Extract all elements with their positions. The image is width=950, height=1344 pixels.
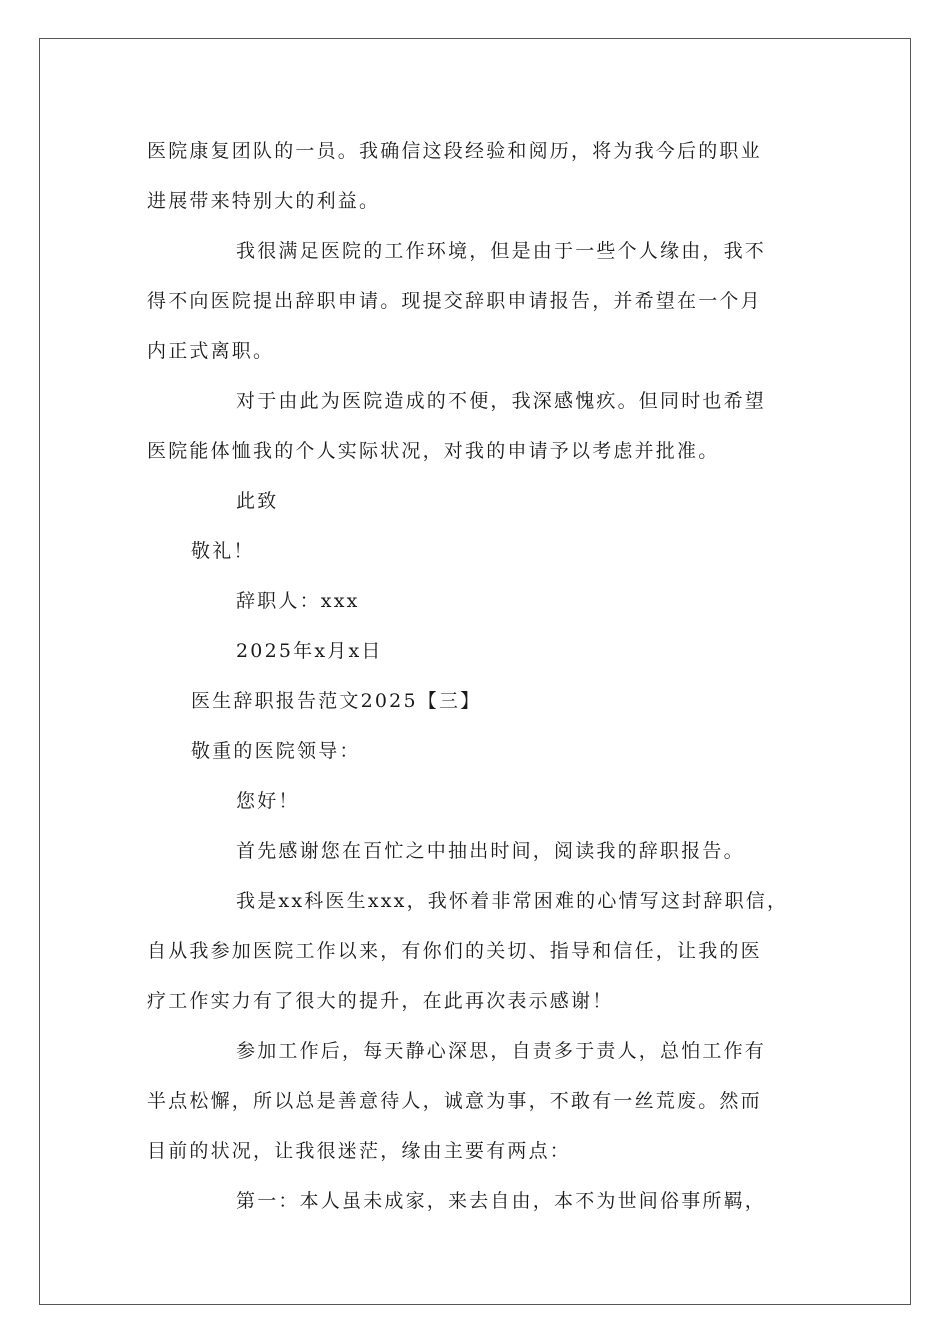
- signature-line: 辞职人：xxx: [236, 590, 360, 612]
- paragraph-line: 参加工作后，每天静心深思，自责多于责人，总怕工作有: [236, 1040, 767, 1062]
- paragraph-line: 内正式离职。: [147, 340, 275, 362]
- paragraph-line: 医院能体恤我的个人实际状况，对我的申请予以考虑并批准。: [147, 440, 720, 462]
- paragraph-line: 医院康复团队的一员。我确信这段经验和阅历，将为我今后的职业: [147, 140, 762, 162]
- paragraph-line: 首先感谢您在百忙之中抽出时间，阅读我的辞职报告。: [236, 840, 745, 862]
- paragraph-line: 我是xx科医生xxx，我怀着非常困难的心情写这封辞职信，: [236, 890, 789, 912]
- salutation: 敬重的医院领导：: [191, 740, 361, 762]
- section-heading: 医生辞职报告范文2025【三】: [191, 690, 482, 712]
- paragraph-line: 对于由此为医院造成的不便，我深感愧疚。但同时也希望: [236, 390, 767, 412]
- paragraph-line: 第一：本人虽未成家，来去自由，本不为世间俗事所羁，: [236, 1190, 767, 1212]
- paragraph-line: 目前的状况，让我很迷茫，缘由主要有两点：: [147, 1140, 572, 1162]
- closing-phrase: 此致: [236, 490, 279, 512]
- salutation-closing: 敬礼！: [191, 540, 255, 562]
- paragraph-line: 疗工作实力有了很大的提升，在此再次表示感谢！: [147, 990, 614, 1012]
- paragraph-line: 得不向医院提出辞职申请。现提交辞职申请报告，并希望在一个月: [147, 290, 762, 312]
- paragraph-line: 半点松懈，所以总是善意待人，诚意为事，不敢有一丝荒废。然而: [147, 1090, 762, 1112]
- paragraph-line: 进展带来特别大的利益。: [147, 190, 381, 212]
- date-line: 2025年x月x日: [236, 640, 383, 662]
- paragraph-line: 我很满足医院的工作环境，但是由于一些个人缘由，我不: [236, 240, 767, 262]
- greeting: 您好！: [236, 790, 300, 812]
- paragraph-line: 自从我参加医院工作以来，有你们的关切、指导和信任，让我的医: [147, 940, 762, 962]
